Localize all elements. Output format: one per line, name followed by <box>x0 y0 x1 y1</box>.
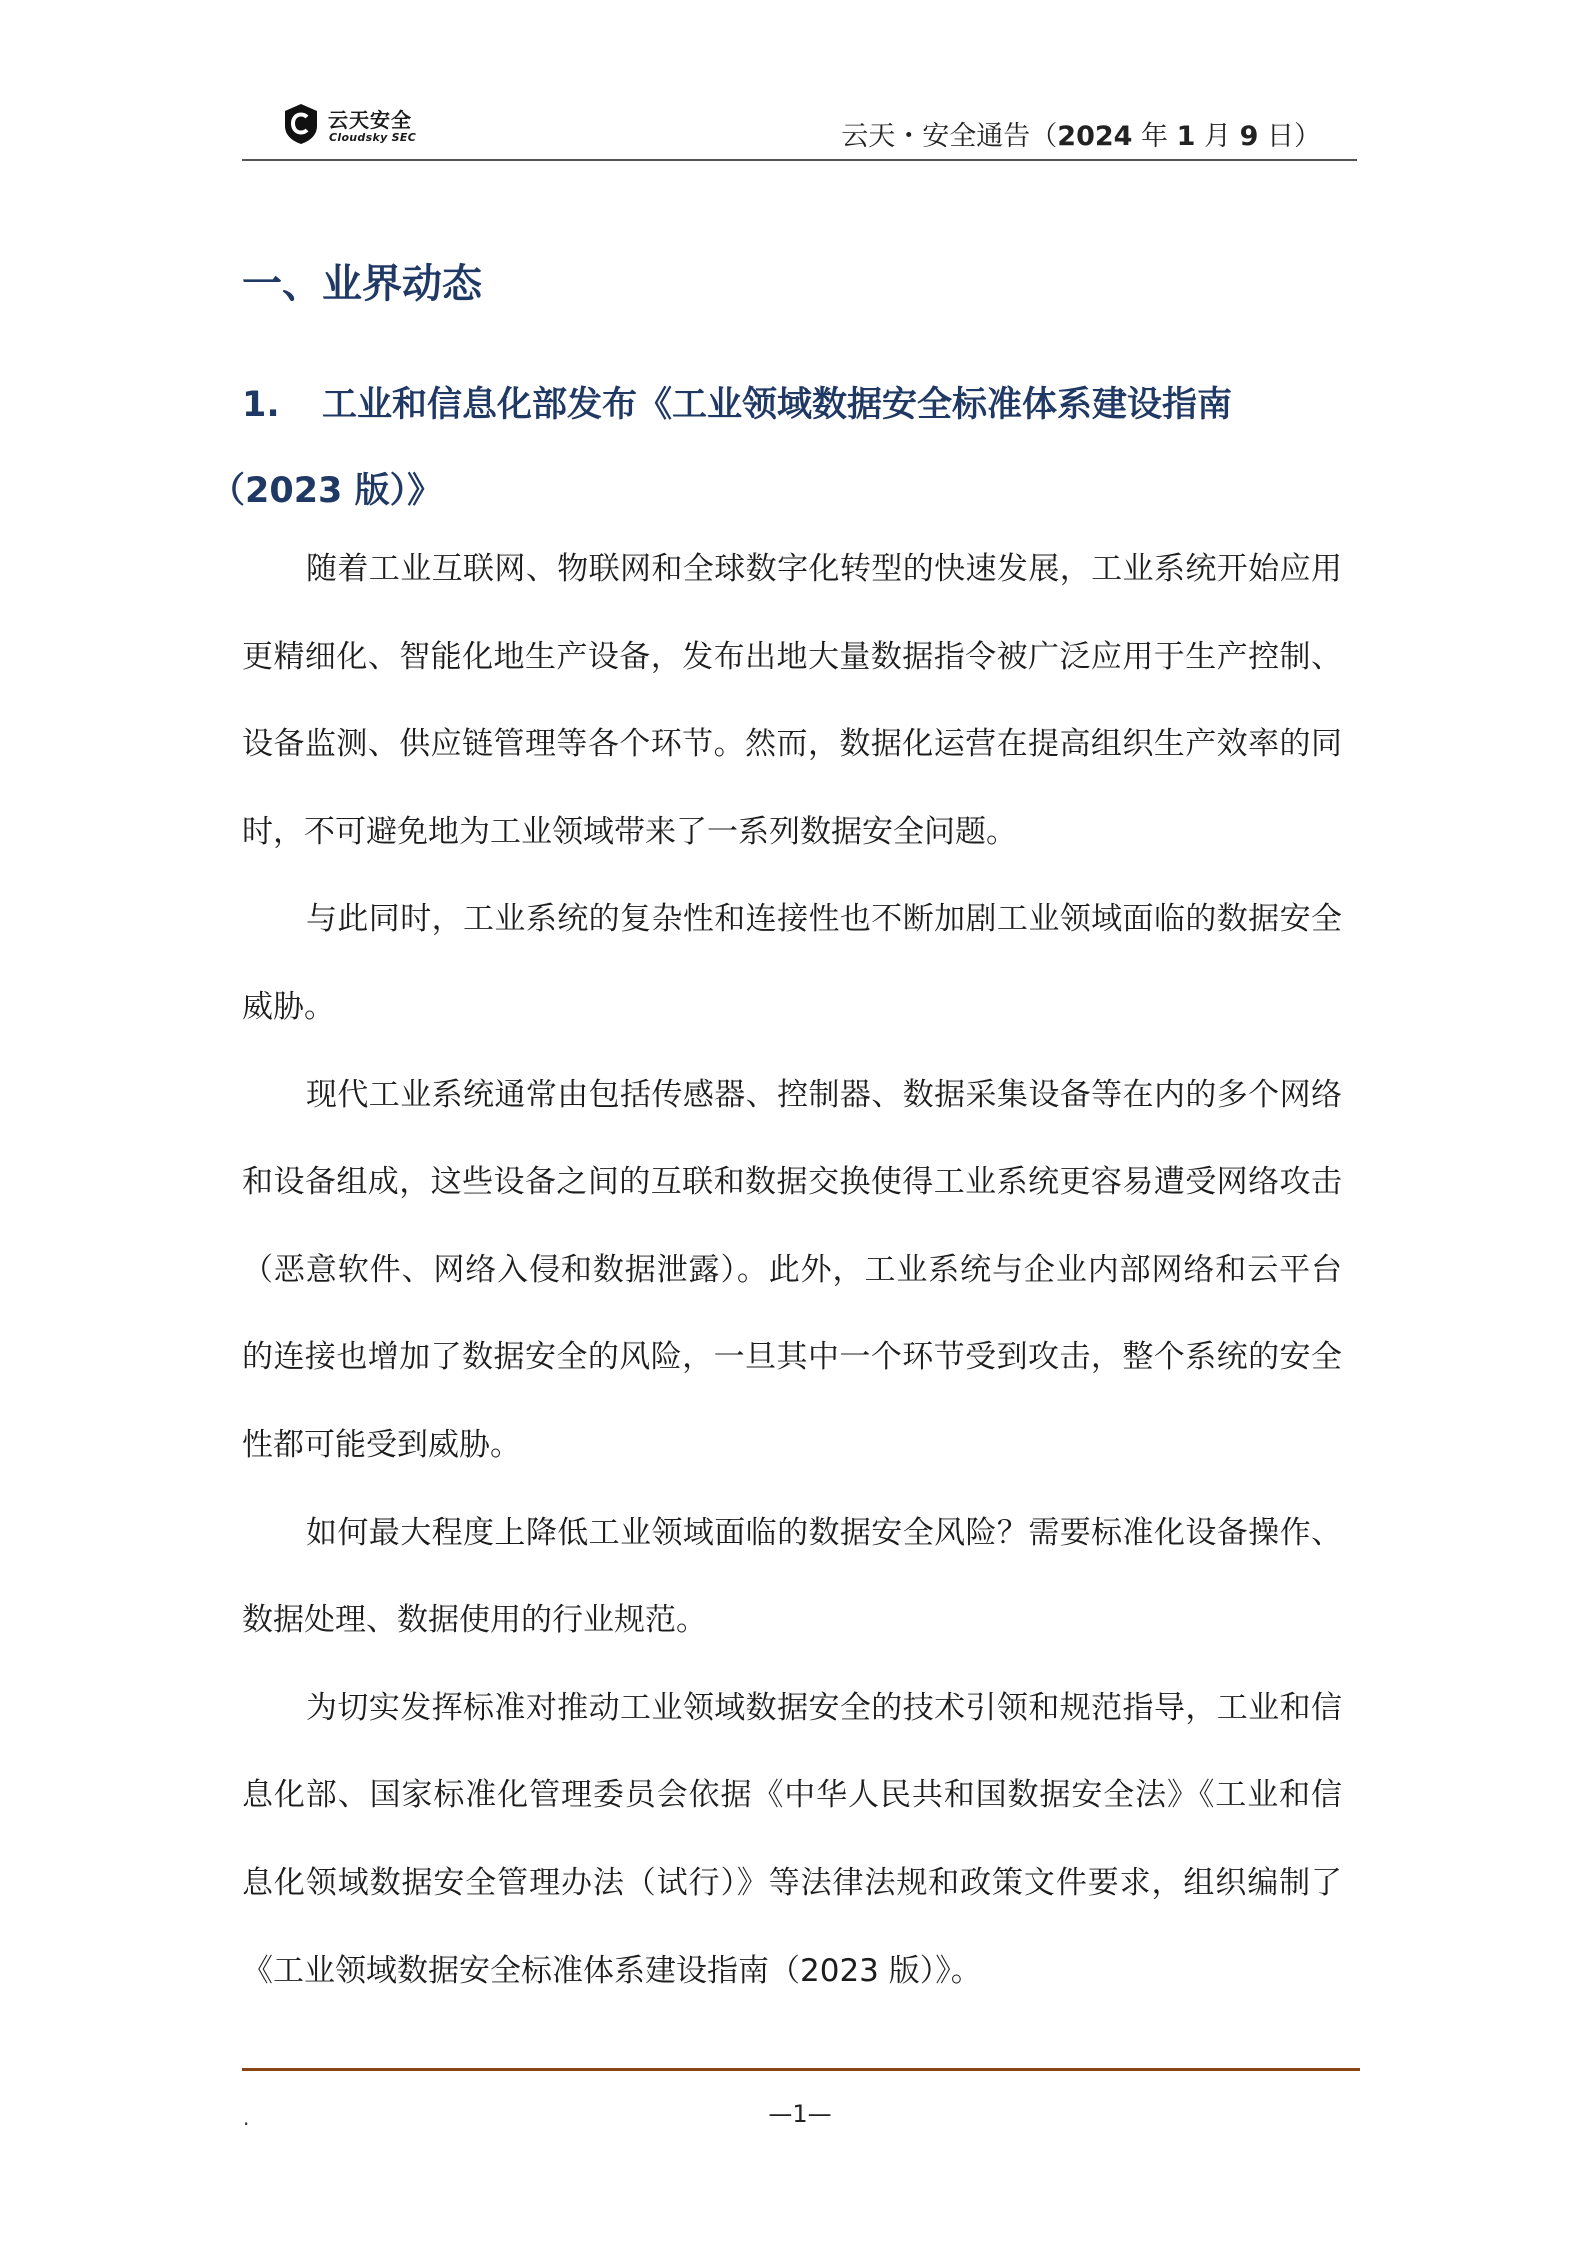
paragraph: 随着工业互联网、物联网和全球数字化转型的快速发展，工业系统开始应用更精细化、智能化地生产设备，发布出地大量数据指令被广泛应用于生产控制、设备监测、供应链管理等各个环节。然而，数据化运营在提高组织生产效率的同时，不可避免地为工业领域带来了一系列数据安全问题。 <box>242 551 1342 850</box>
paragraph: 如何最大程度上降低工业领域面临的数据安全风险？需要标准化设备操作、数据处理、数据使用的行业规范。 <box>242 1514 1342 1639</box>
article-title-line-1: 工业和信息化部发布《工业领域数据安全标准体系建设指南 <box>322 385 1233 425</box>
footer-mark: . <box>243 2106 250 2130</box>
cloudsky-logo-icon <box>282 102 320 146</box>
paragraph: 现代工业系统通常由包括传感器、控制器、数据采集设备等在内的多个网络和设备组成，这些设备之间的互联和数据交换使得工业系统更容易遭受网络攻击（恶意软件、网络入侵和数据泄露）。此外，工业系统与企业内部网络和云平台的连接也增加了数据安全的风险，一旦其中一个环节受到攻击，整个系统的安全性都可能受到威胁。 <box>242 1076 1342 1463</box>
page-header <box>242 96 1357 164</box>
logo-text-en: Cloudsky SEC <box>329 131 417 144</box>
header-divider <box>242 159 1357 161</box>
footer-divider <box>242 2068 1360 2071</box>
article-number: 1. <box>242 385 280 425</box>
company-logo <box>282 102 482 152</box>
paragraph: 与此同时，工业系统的复杂性和连接性也不断加剧工业领域面临的数据安全威胁。 <box>242 901 1342 1025</box>
section-title: 一、业界动态 <box>242 261 482 307</box>
bulletin-title: 云天・安全通告（2024 年 1 月 9 日） <box>841 121 1321 152</box>
page-number: —1— <box>768 2100 832 2128</box>
article-title-line-2: （2023 版）》 <box>210 471 443 511</box>
paragraph: 为切实发挥标准对推动工业领域数据安全的技术引领和规范指导，工业和信息化部、国家标准化管理委员会依据《中华人民共和国数据安全法》《工业和信息化领域数据安全管理办法（试行）》等法律法规和政策文件要求，组织编制了《工业领域数据安全标准体系建设指南（2023 版）》。 <box>242 1689 1342 1989</box>
article-title <box>210 362 1345 534</box>
article-body <box>242 526 1342 2015</box>
logo-text-cn: 云天安全 <box>328 108 412 132</box>
